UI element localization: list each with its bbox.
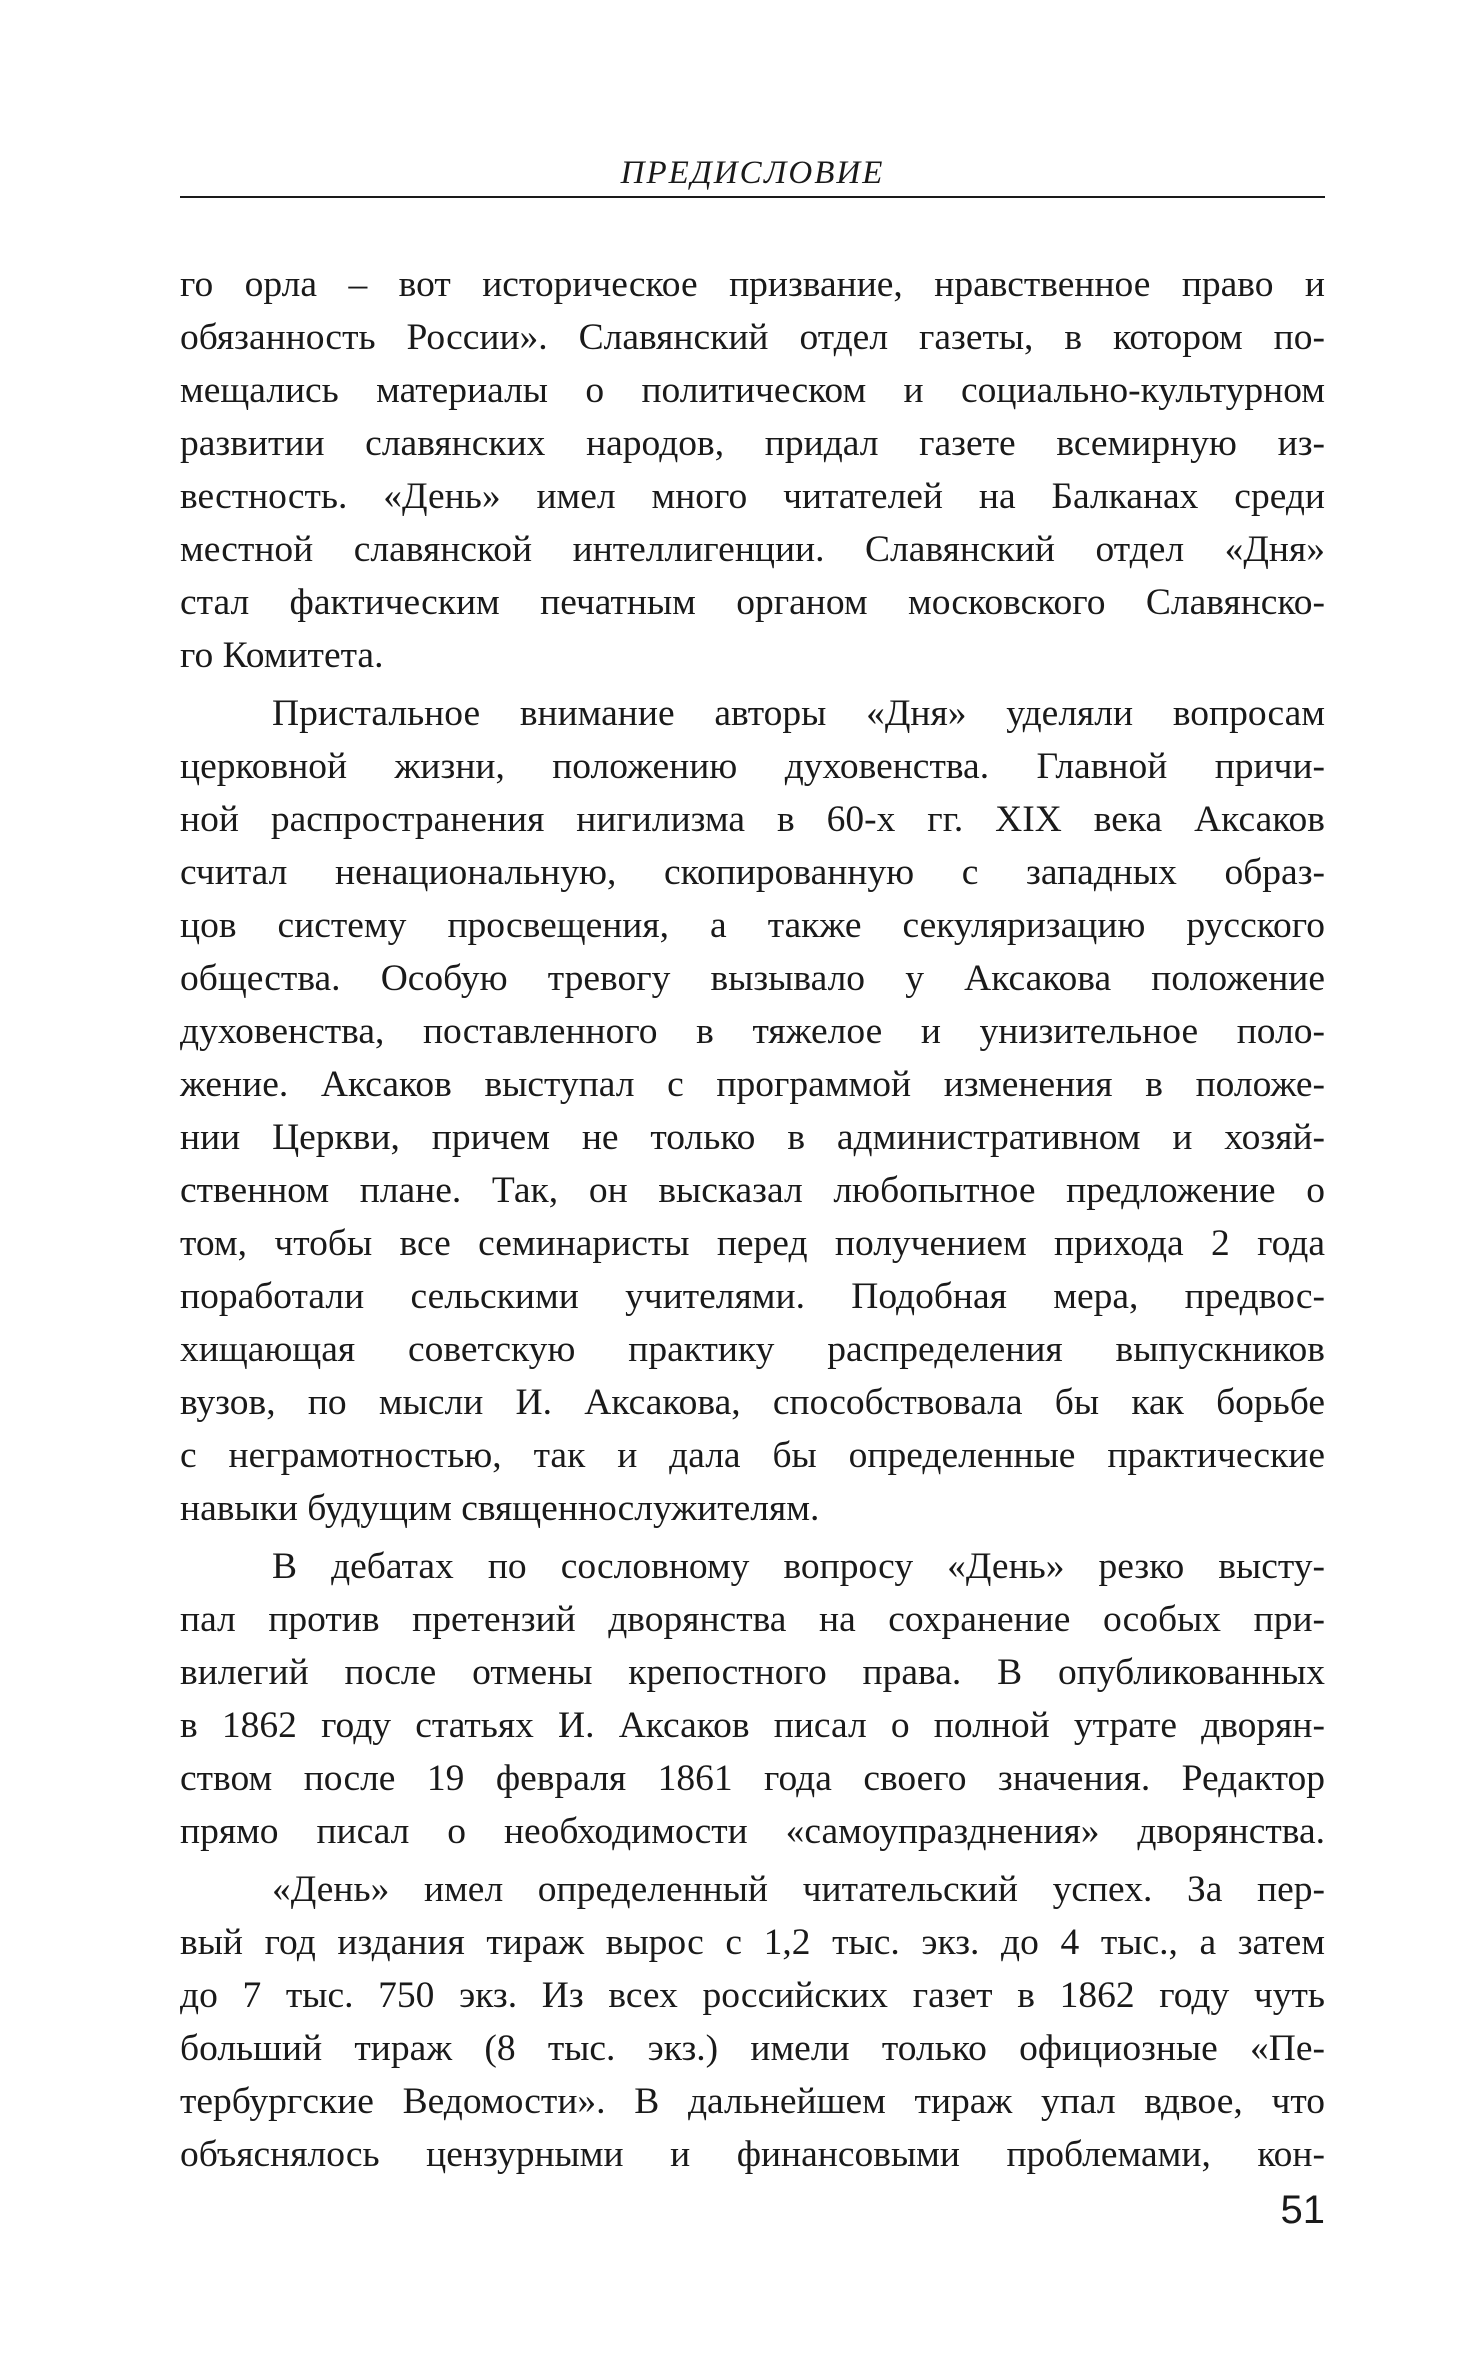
text-line: с неграмотностью, так и дала бы определенные практические [180,1435,1325,1476]
text-line: поработали сельскими учителями. Подобная мера, предвос- [180,1276,1325,1317]
text-line: общества. Особую тревогу вызывало у Аксакова положение [180,958,1325,999]
text-line: ством после 19 февраля 1861 года своего значения. Редактор [180,1758,1325,1799]
text-line: ной распространения нигилизма в 60-х гг. XIX века Аксаков [180,799,1325,840]
text-line: стал фактическим печатным органом московского Славянско- [180,582,1325,623]
text-line: пал против претензий дворянства на сохранение особых при- [180,1599,1325,1640]
running-head: ПРЕДИСЛОВИЕ [620,155,885,191]
page-number: 51 [1280,2188,1325,2232]
text-line: Пристальное внимание авторы «Дня» уделяли вопросам [272,693,1325,734]
text-line: до 7 тыс. 750 экз. Из всех российских газет в 1862 году чуть [180,1975,1325,2016]
text-line: местной славянской интеллигенции. Славянский отдел «Дня» [180,529,1325,570]
text-line: вый год издания тираж вырос с 1,2 тыс. экз. до 4 тыс., а затем [180,1922,1325,1963]
text-line: духовенства, поставленного в тяжелое и унизительное поло- [180,1011,1325,1052]
text-line: церковной жизни, положению духовенства. Главной причи- [180,746,1325,787]
paragraph-3 [180,1540,1325,1858]
paragraph-2 [180,687,1325,1535]
paragraph-1 [180,258,1325,682]
paragraph-4 [180,1863,1325,2181]
text-line: цов систему просвещения, а также секуляризацию русского [180,905,1325,946]
text-line: развитии славянских народов, придал газете всемирную из- [180,423,1325,464]
text-line: мещались материалы о политическом и социально-культурном [180,370,1325,411]
text-line: «День» имел определенный читательский успех. За пер- [272,1869,1325,1910]
text-line: прямо писал о необходимости «самоупразднения» дворянства. [180,1811,1325,1852]
text-line: вестность. «День» имел много читателей на Балканах среди [180,476,1325,517]
body-text [180,258,1325,2186]
text-line: том, чтобы все семинаристы перед получением прихода 2 года [180,1223,1325,1264]
text-line: тербургские Ведомости». В дальнейшем тираж упал вдвое, что [180,2081,1325,2122]
text-line: больший тираж (8 тыс. экз.) имели только официозные «Пе- [180,2028,1325,2069]
header-rule [180,196,1325,198]
text-line: считал ненациональную, скопированную с западных образ- [180,852,1325,893]
text-line: жение. Аксаков выступал с программой изменения в положе- [180,1064,1325,1105]
text-line: ственном плане. Так, он высказал любопытное предложение о [180,1170,1325,1211]
text-line: обязанность России». Славянский отдел газеты, в котором по- [180,317,1325,358]
text-line: го Комитета. [180,635,384,676]
text-line: хищающая советскую практику распределения выпускников [180,1329,1325,1370]
text-line: го орла – вот историческое призвание, нравственное право и [180,264,1325,305]
text-line: вузов, по мысли И. Аксакова, способствовала бы как борьбе [180,1382,1325,1423]
text-line: В дебатах по сословному вопросу «День» резко высту- [272,1546,1325,1587]
text-line: нии Церкви, причем не только в административном и хозяй- [180,1117,1325,1158]
text-line: в 1862 году статьях И. Аксаков писал о полной утрате дворян- [180,1705,1325,1746]
text-line: навыки будущим священнослужителям. [180,1488,820,1529]
text-line: объяснялось цензурными и финансовыми проблемами, кон- [180,2134,1325,2175]
text-line: вилегий после отмены крепостного права. В опубликованных [180,1652,1325,1693]
